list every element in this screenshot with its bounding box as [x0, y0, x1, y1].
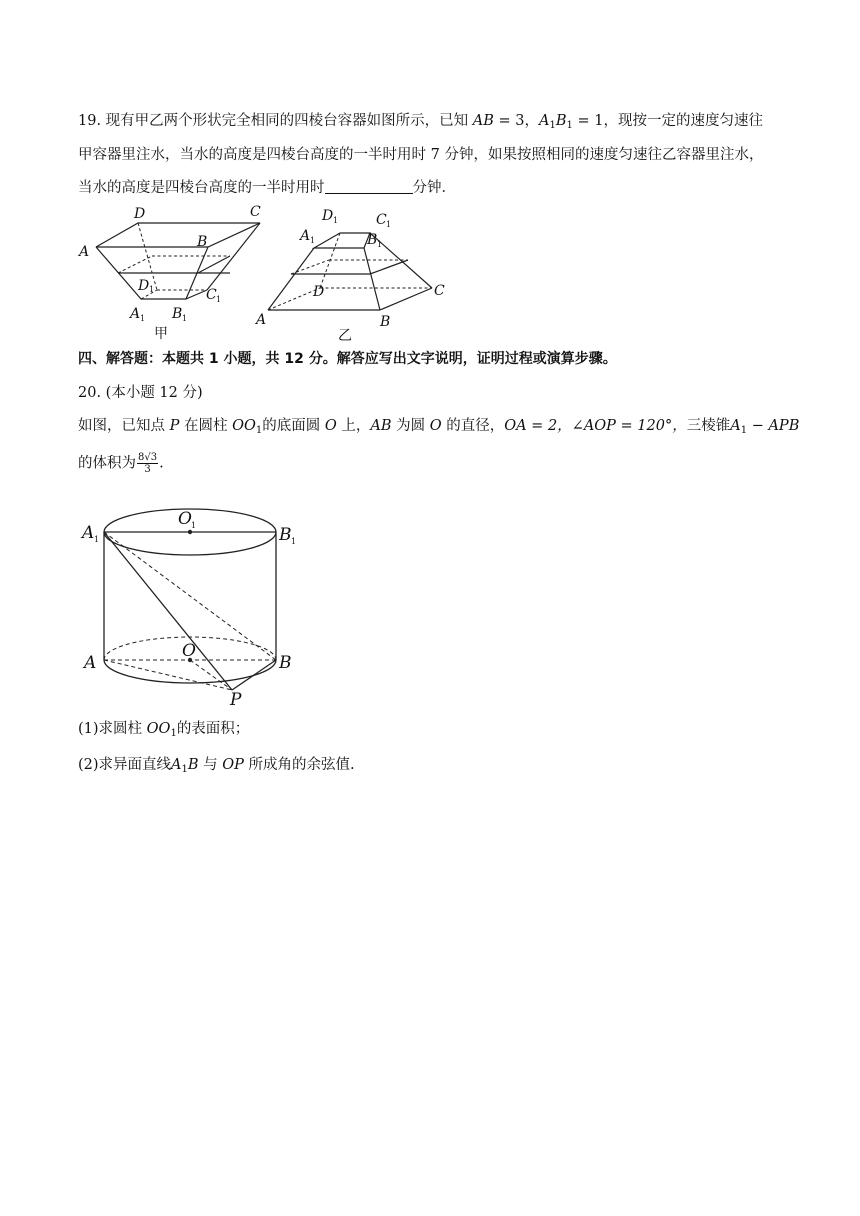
q20-text: 的底面圆 [262, 418, 321, 434]
label-sub: 1 [191, 521, 197, 530]
label-d1: D [138, 278, 150, 294]
math-sub: 1 [181, 764, 188, 775]
math-o: O [429, 418, 442, 434]
math-sub: 1 [255, 425, 263, 436]
q20-line-2 [78, 452, 164, 475]
answer-blank [325, 179, 413, 194]
q19-text: 现按一定的速度匀速往 [618, 113, 763, 129]
label-a: A [256, 312, 267, 328]
heading-number: 1 [208, 351, 219, 367]
label-c: C [250, 204, 261, 220]
label-b1: B [367, 232, 378, 248]
q19-text: 当水的高度是四棱台高度的一半时用时 [78, 180, 325, 196]
q20-text: 如图，已知点 [78, 418, 165, 434]
q20-text: 的直径， [446, 418, 505, 434]
math-ab: AB [472, 113, 494, 129]
label-b: B [279, 653, 292, 673]
label-b: B [197, 234, 208, 250]
q20-text: 为圆 [396, 418, 426, 434]
label-sub: 1 [140, 314, 146, 323]
heading-text: 四、解答题：本题共 [78, 351, 204, 367]
heading-text: 小题，共 [223, 351, 280, 367]
q20-line-1 [78, 416, 799, 441]
q19-line-1 [78, 111, 763, 136]
fraction-numerator: 8√3 [138, 452, 158, 463]
heading-number: 12 [284, 351, 304, 367]
label-p: P [230, 690, 242, 710]
math-eq: = 3， [493, 113, 540, 129]
label-sub: 1 [377, 240, 383, 249]
math-sub: 1 [549, 120, 556, 131]
fraction-denominator: 3 [144, 464, 151, 475]
label-d: D [134, 206, 146, 222]
q19-line-2: 甲容器里注水，当水的高度是四棱台高度的一半时用时 7 分钟，如果按照相同的速度匀速往乙容器里注水， [78, 147, 764, 163]
label-a: A [84, 653, 97, 673]
label-sub: 1 [149, 285, 155, 294]
math-apb: − APB [747, 418, 800, 434]
label-a: A [79, 244, 90, 260]
figure-yi [252, 200, 452, 345]
q20-text: 在圆柱 [183, 418, 228, 434]
label-sub: 1 [386, 220, 392, 229]
label-b: B [380, 314, 391, 330]
q20-title: 20. (本小题 12 分) [78, 385, 203, 401]
figure-cylinder [76, 500, 306, 710]
label-o: O [182, 641, 196, 661]
label-sub: 1 [182, 314, 188, 323]
label-c1: C [376, 212, 387, 228]
math-a1: A [171, 757, 182, 773]
label-c1: C [206, 287, 217, 303]
label-a1: A [130, 306, 141, 322]
label-sub: 1 [310, 236, 316, 245]
label-a1: A [82, 523, 95, 543]
math-a: A [539, 113, 550, 129]
section-heading [78, 349, 617, 369]
volume-fraction [137, 452, 158, 475]
label-sub: 1 [291, 537, 297, 546]
label-o1: O [178, 509, 192, 529]
q20-text: 所成角的余弦值. [248, 757, 355, 773]
math-sub: 1 [740, 425, 748, 436]
q20-text: (2)求异面直线 [78, 757, 172, 773]
q20-part-2 [78, 755, 355, 780]
math-b: B [555, 113, 567, 129]
math-op: OP [222, 757, 244, 773]
label-c: C [434, 283, 445, 299]
q20-text: . [159, 455, 164, 472]
label-d1: D [322, 208, 334, 224]
math-oa: OA = 2，∠AOP = 120°， [504, 418, 687, 434]
math-eq: = 1， [572, 113, 618, 129]
math-sub: 1 [170, 728, 177, 739]
label-sub: 1 [94, 535, 100, 544]
label-b1: B [172, 306, 183, 322]
q20-text: 与 [203, 757, 218, 773]
math-oo: OO [146, 721, 171, 737]
heading-text: 分。解答应写出文字说明，证明过程或演算步骤。 [308, 351, 617, 367]
math-o: O [324, 418, 337, 434]
math-p: P [169, 418, 180, 434]
q19-text: 分钟． [412, 180, 456, 196]
math-ab: AB [370, 418, 392, 434]
math-oo: OO [232, 418, 256, 434]
figure-caption-yi: 乙 [338, 328, 352, 344]
math-sub: 1 [566, 120, 573, 131]
figure-jia [72, 200, 272, 345]
label-sub: 1 [216, 295, 222, 304]
q19-text: 19. 现有甲乙两个形状完全相同的四棱台容器如图所示，已知 [78, 113, 469, 129]
q20-text: 三棱锥 [686, 418, 731, 434]
q20-text: 的表面积； [176, 721, 250, 737]
figure-caption-jia: 甲 [154, 326, 168, 342]
q20-text: (1)求圆柱 [78, 721, 143, 737]
q20-text: 的体积为 [78, 455, 136, 472]
q20-part-1 [78, 719, 249, 744]
math-b-letter: B [187, 757, 199, 773]
label-a1: A [300, 228, 311, 244]
label-d: D [313, 284, 325, 300]
math-a1: A [730, 418, 741, 434]
q20-text: 上， [341, 418, 371, 434]
q19-line-3 [78, 178, 456, 198]
label-b1: B [279, 525, 292, 545]
label-sub: 1 [333, 216, 339, 225]
